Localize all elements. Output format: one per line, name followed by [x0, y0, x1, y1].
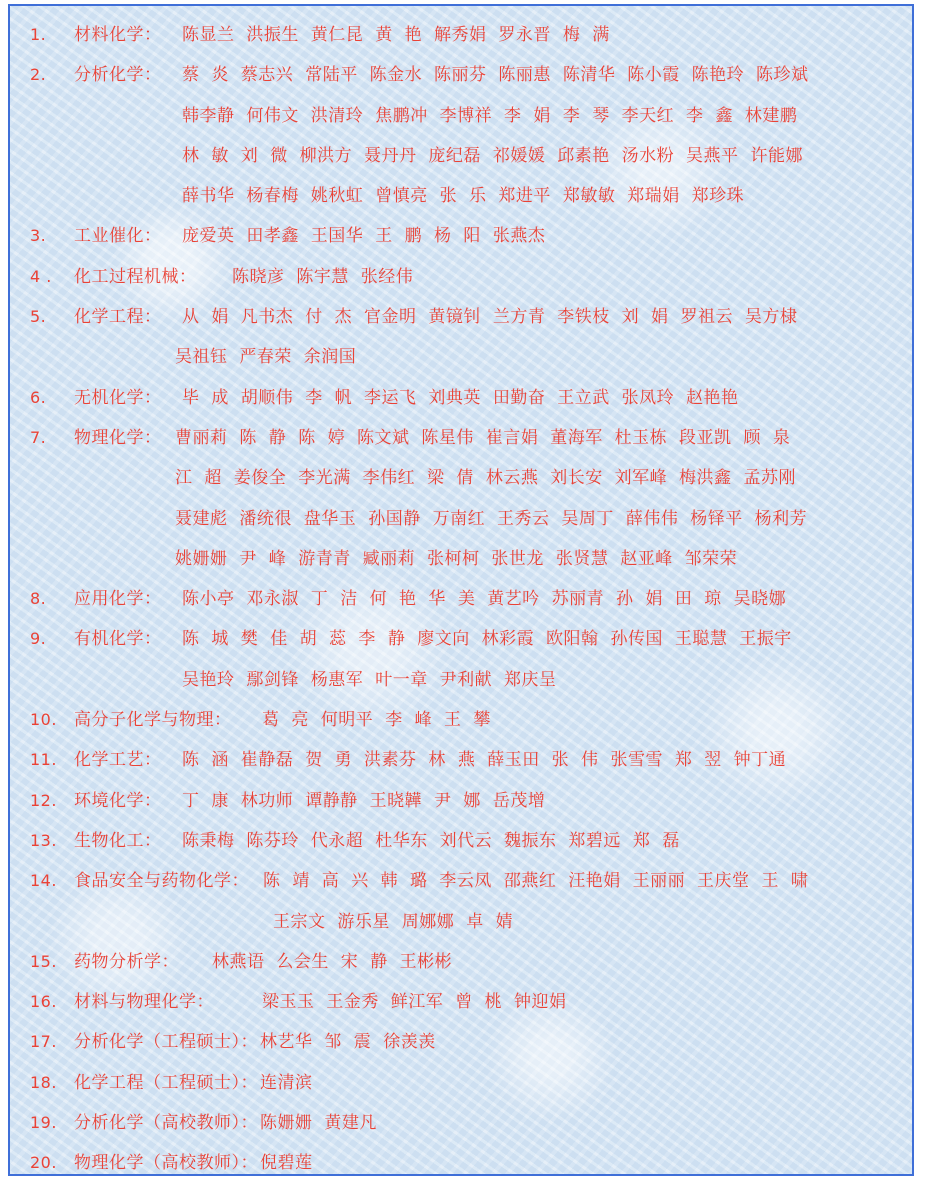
item-number: 5. [30, 307, 47, 327]
item-number: 19. [30, 1113, 57, 1133]
list-item-continuation [10, 458, 912, 498]
list-item [10, 55, 912, 95]
name-list: 江 超 姜俊全 李光满 李伟红 梁 倩 林云燕 刘长安 刘军峰 梅洪鑫 孟苏刚 [175, 468, 796, 489]
category-label: 化学工程： [74, 307, 162, 328]
list-item [10, 1143, 912, 1183]
list-item-continuation [10, 337, 912, 377]
list-item [10, 257, 912, 297]
list-item [10, 619, 912, 659]
list-item [10, 1022, 912, 1062]
list-item-continuation [10, 660, 912, 700]
list-item [10, 942, 912, 982]
name-list: 林 敏 刘 微 柳洪方 聂丹丹 庞纪磊 祁媛媛 邱素艳 汤水粉 吴燕平 许能娜 [182, 145, 803, 166]
name-list: 陈晓彦 陈宇慧 张经伟 [232, 266, 414, 287]
item-number: 17. [30, 1032, 57, 1052]
item-number: 11. [30, 750, 57, 770]
list-item [10, 1103, 912, 1143]
name-list: 姚姗姗 尹 峰 游青青 臧丽莉 张柯柯 张世龙 张贤慧 赵亚峰 邹荣荣 [175, 548, 738, 569]
list-item [10, 216, 912, 256]
name-list: 聂建彪 潘统很 盘华玉 孙国静 万南红 王秀云 吴周丁 薛伟伟 杨铎平 杨利芳 [175, 508, 808, 529]
list-item [10, 378, 912, 418]
name-list: 梁玉玉 王金秀 鲜江军 曾 桃 钟迎娟 [262, 992, 567, 1013]
category-label: 高分子化学与物理： [74, 710, 232, 731]
name-list: 陈 城 樊 佳 胡 蕊 李 静 廖文向 林彩霞 欧阳翰 孙传国 王聪慧 王振宇 [182, 629, 792, 650]
category-label: 生物化工： [74, 830, 162, 851]
name-list: 吴祖钰 严春荣 余润国 [175, 347, 357, 368]
name-list: 陈 涵 崔静磊 贺 勇 洪素芬 林 燕 薛玉田 张 伟 张雪雪 郑 翌 钟丁通 [182, 750, 787, 771]
category-label: 无机化学： [74, 387, 162, 408]
category-label: 物理化学： [74, 427, 162, 448]
list-item [10, 821, 912, 861]
item-number: 13. [30, 830, 57, 850]
item-number: 18. [30, 1072, 57, 1092]
category-label: 化学工艺： [74, 750, 162, 771]
item-number: 12. [30, 790, 57, 810]
category-label: 食品安全与药物化学： [74, 871, 249, 892]
list-item [10, 740, 912, 780]
item-number: 4 . [30, 266, 52, 286]
name-list: 丁 康 林功师 谭静静 王晓韡 尹 娜 岳茂增 [182, 790, 546, 811]
list-item [10, 700, 912, 740]
category-label: 化学工程（工程硕士）： [74, 1072, 258, 1093]
graduate-name-list [10, 6, 912, 1174]
item-number: 2. [30, 65, 47, 85]
name-list: 连清滨 [260, 1072, 313, 1093]
item-number: 3. [30, 226, 47, 246]
name-list: 陈秉梅 陈芬玲 代永超 杜华东 刘代云 魏振东 郑碧远 郑 磊 [182, 830, 680, 851]
list-item-continuation [10, 176, 912, 216]
name-list: 王宗文 游乐星 周娜娜 卓 婧 [273, 911, 514, 932]
category-label: 化工过程机械： [74, 266, 197, 287]
list-item [10, 297, 912, 337]
name-list: 蔡 炎 蔡志兴 常陆平 陈金水 陈丽芬 陈丽惠 陈清华 陈小霞 陈艳玲 陈珍斌 [182, 65, 809, 86]
name-list: 韩李静 何伟文 洪清玲 焦鹏冲 李博祥 李 娟 李 琴 李天红 李 鑫 林建鹏 [182, 105, 798, 126]
list-item-continuation [10, 539, 912, 579]
name-list: 陈姗姗 黄建凡 [260, 1113, 377, 1134]
name-list: 倪碧莲 [260, 1153, 313, 1174]
name-list: 葛 亮 何明平 李 峰 王 攀 [262, 710, 491, 731]
category-label: 材料化学： [74, 25, 162, 45]
category-label: 物理化学（高校教师）： [74, 1153, 258, 1174]
list-item-continuation [10, 902, 912, 942]
name-list: 林艺华 邹 震 徐羡羡 [260, 1032, 436, 1053]
list-item-continuation [10, 136, 912, 176]
name-list: 陈 靖 高 兴 韩 璐 李云凤 邵燕红 汪艳娟 王丽丽 王庆堂 王 啸 [263, 871, 809, 892]
item-number: 15. [30, 951, 57, 971]
item-number: 9. [30, 629, 47, 649]
list-item-continuation [10, 499, 912, 539]
list-item [10, 861, 912, 901]
item-number: 6. [30, 387, 47, 407]
item-number: 14. [30, 871, 57, 891]
name-list: 薛书华 杨春梅 姚秋虹 曾慎亮 张 乐 郑进平 郑敏敏 郑瑞娟 郑珍珠 [182, 186, 745, 207]
name-list: 吴艳玲 鄢剑锋 杨惠军 叶一章 尹利献 郑庆呈 [182, 669, 557, 690]
name-list: 庞爱英 田孝鑫 王国华 王 鹏 杨 阳 张燕杰 [182, 226, 546, 247]
name-list: 林燕语 么会生 宋 静 王彬彬 [212, 951, 453, 972]
category-label: 药物分析学： [74, 951, 179, 972]
list-item [10, 418, 912, 458]
item-number: 8. [30, 589, 47, 609]
name-list: 陈显兰 洪振生 黄仁昆 黄 艳 解秀娟 罗永晋 梅 满 [182, 25, 610, 45]
item-number: 7. [30, 427, 47, 447]
document-frame [8, 4, 914, 1176]
name-list: 陈小亭 邓永淑 丁 洁 何 艳 华 美 黄艺吟 苏丽青 孙 娟 田 琼 吴晓娜 [182, 589, 787, 610]
name-list: 曹丽莉 陈 静 陈 婷 陈文斌 陈星伟 崔言娟 董海军 杜玉栋 段亚凯 顾 泉 [175, 427, 791, 448]
category-label: 分析化学： [74, 65, 162, 86]
list-item-continuation [10, 96, 912, 136]
list-item [10, 1063, 912, 1103]
name-list: 毕 成 胡顺伟 李 帆 李运飞 刘典英 田勤奋 王立武 张凤玲 赵艳艳 [182, 387, 739, 408]
list-item [10, 982, 912, 1022]
item-number: 20. [30, 1153, 57, 1173]
list-item [10, 781, 912, 821]
name-list: 从 娟 凡书杰 付 杰 官金明 黄镜钊 兰方青 李铁枝 刘 娟 罗祖云 吴方棣 [182, 307, 798, 328]
list-item [10, 15, 912, 55]
category-label: 环境化学： [74, 790, 162, 811]
list-item [10, 579, 912, 619]
category-label: 应用化学： [74, 589, 162, 610]
item-number: 10. [30, 710, 57, 730]
item-number: 1. [30, 25, 47, 44]
category-label: 分析化学（高校教师）： [74, 1113, 258, 1134]
category-label: 分析化学（工程硕士）： [74, 1032, 258, 1053]
category-label: 工业催化： [74, 226, 162, 247]
category-label: 材料与物理化学： [74, 992, 214, 1013]
item-number: 16. [30, 992, 57, 1012]
category-label: 有机化学： [74, 629, 162, 650]
